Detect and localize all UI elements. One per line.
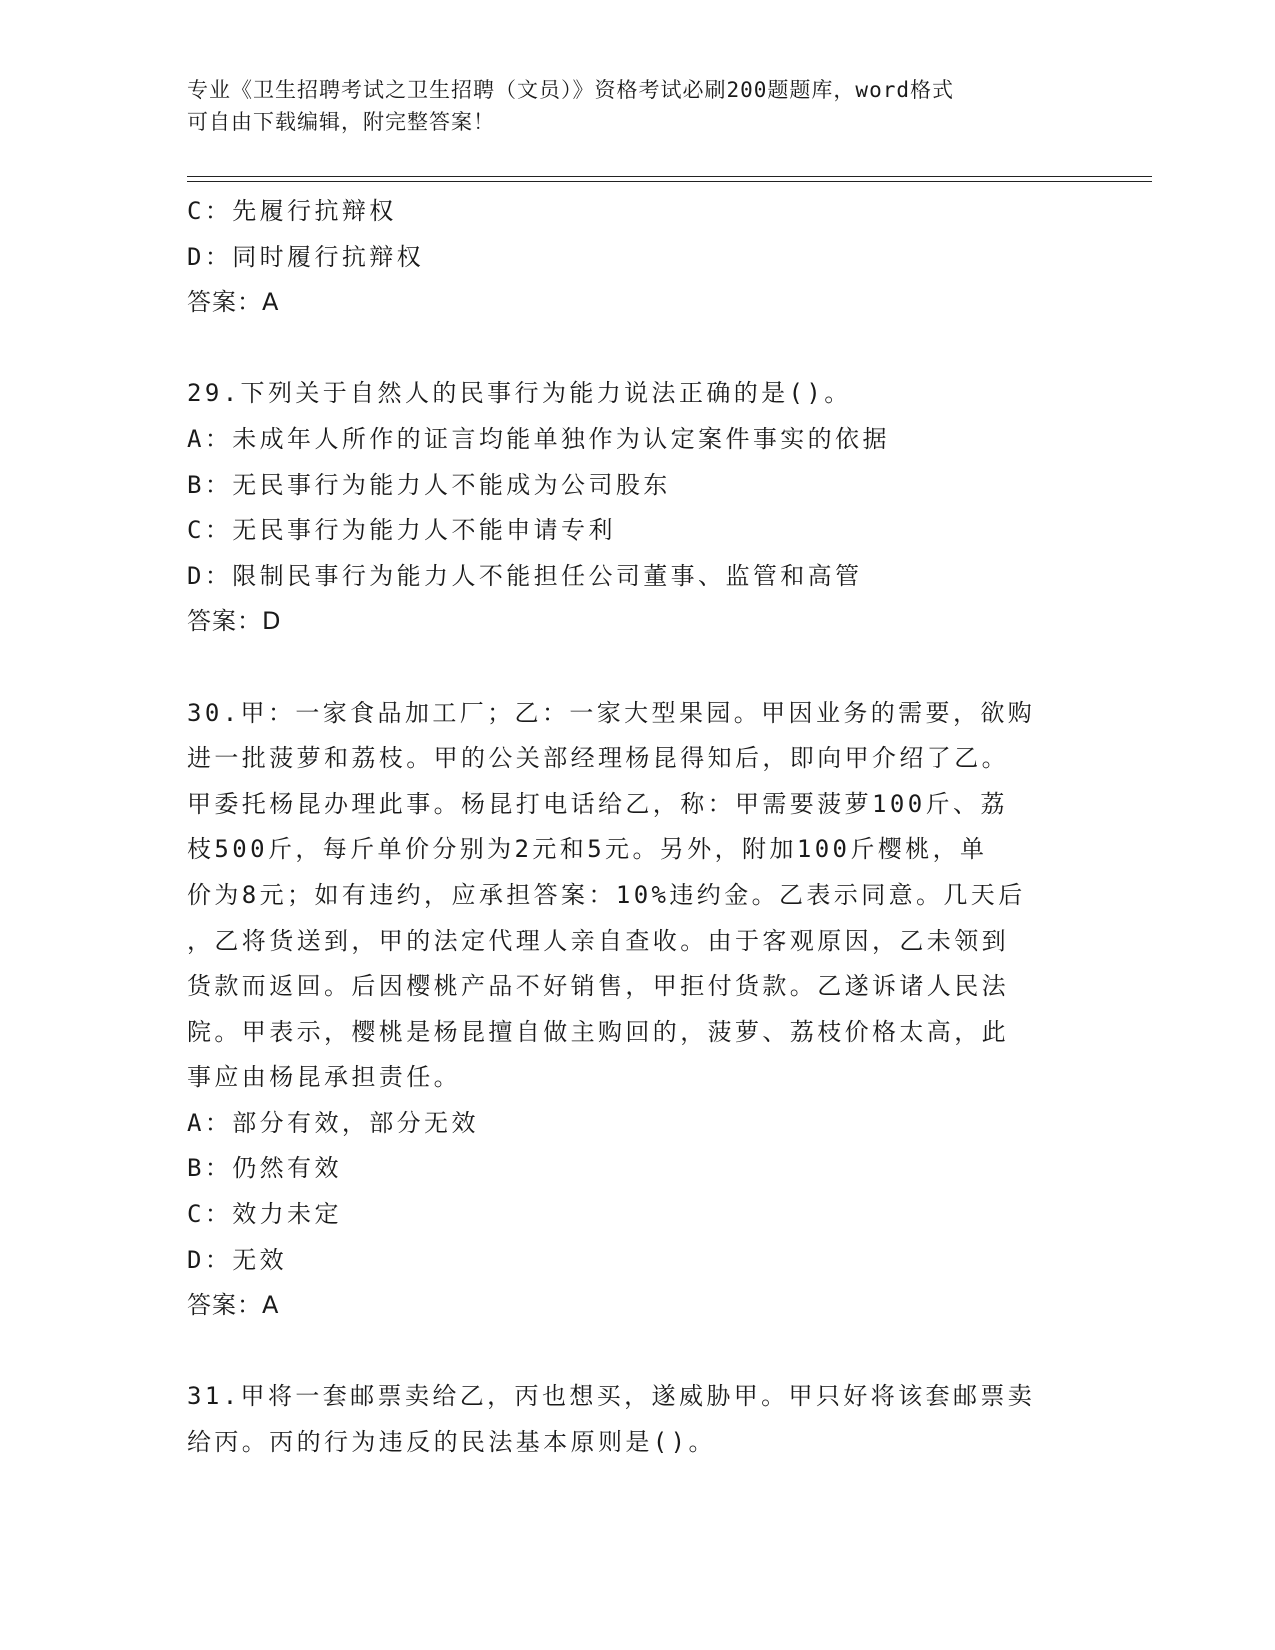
question-30 <box>187 691 1087 1329</box>
question-stem-line: 进一批菠萝和荔枝。甲的公关部经理杨昆得知后，即向甲介绍了乙。 <box>187 744 1009 773</box>
option-c: C：无民事行为能力人不能申请专利 <box>187 516 616 545</box>
option-c: C：效力未定 <box>187 1200 342 1229</box>
question-stem: 29.下列关于自然人的民事行为能力说法正确的是()。 <box>187 379 852 408</box>
question-stem-line: 货款而返回。后因樱桃产品不好销售，甲拒付货款。乙遂诉诸人民法 <box>187 972 1009 1001</box>
answer: 答案：D <box>187 607 282 636</box>
question-29 <box>187 371 1087 645</box>
question-stem-line: 价为8元；如有违约，应承担答案：10%违约金。乙表示同意。几天后 <box>187 880 1026 909</box>
question-stem-line: ，乙将货送到，甲的法定代理人亲自查收。由于客观原因，乙未领到 <box>187 926 1009 955</box>
option-b: B：无民事行为能力人不能成为公司股东 <box>187 470 671 499</box>
question-stem-line: 枝500斤，每斤单价分别为2元和5元。另外，附加100斤樱桃，单 <box>187 835 988 864</box>
document-header <box>187 74 1067 138</box>
option-d: D：同时履行抗辩权 <box>187 242 425 271</box>
option-a: A：部分有效，部分无效 <box>187 1108 479 1137</box>
question-stem-line: 事应由杨昆承担责任。 <box>187 1063 461 1092</box>
question-31 <box>187 1374 1087 1465</box>
question-stem-line: 30.甲：一家食品加工厂；乙：一家大型果园。甲因业务的需要，欲购 <box>187 698 1036 727</box>
spacer <box>187 326 1087 372</box>
spacer <box>187 645 1087 691</box>
option-d: D：限制民事行为能力人不能担任公司董事、监管和高管 <box>187 561 863 590</box>
header-line-2: 可自由下载编辑，附完整答案！ <box>187 110 495 134</box>
question-stem-line: 给丙。丙的行为违反的民法基本原则是()。 <box>187 1428 716 1457</box>
answer: 答案：A <box>187 1291 280 1320</box>
option-c: C：先履行抗辩权 <box>187 197 397 225</box>
answer: 答案：A <box>187 288 280 317</box>
header-line-1: 专业《卫生招聘考试之卫生招聘（文员）》资格考试必刷200题题库，word格式 <box>187 78 954 102</box>
header-divider-thin <box>187 181 1152 182</box>
option-b: B：仍然有效 <box>187 1154 342 1183</box>
question-stem-line: 院。甲表示，樱桃是杨昆擅自做主购回的，菠萝、荔枝价格太高，此 <box>187 1017 1009 1046</box>
header-divider-thick <box>187 176 1152 177</box>
document-body <box>187 189 1087 1466</box>
spacer <box>187 1329 1087 1375</box>
option-d: D：无效 <box>187 1245 288 1274</box>
question-28-tail <box>187 189 1087 326</box>
option-a: A：未成年人所作的证言均能单独作为认定案件事实的依据 <box>187 424 890 453</box>
question-stem-line: 甲委托杨昆办理此事。杨昆打电话给乙，称：甲需要菠萝100斤、荔 <box>187 789 1008 818</box>
question-stem-line: 31.甲将一套邮票卖给乙，丙也想买，遂威胁甲。甲只好将该套邮票卖 <box>187 1382 1036 1411</box>
